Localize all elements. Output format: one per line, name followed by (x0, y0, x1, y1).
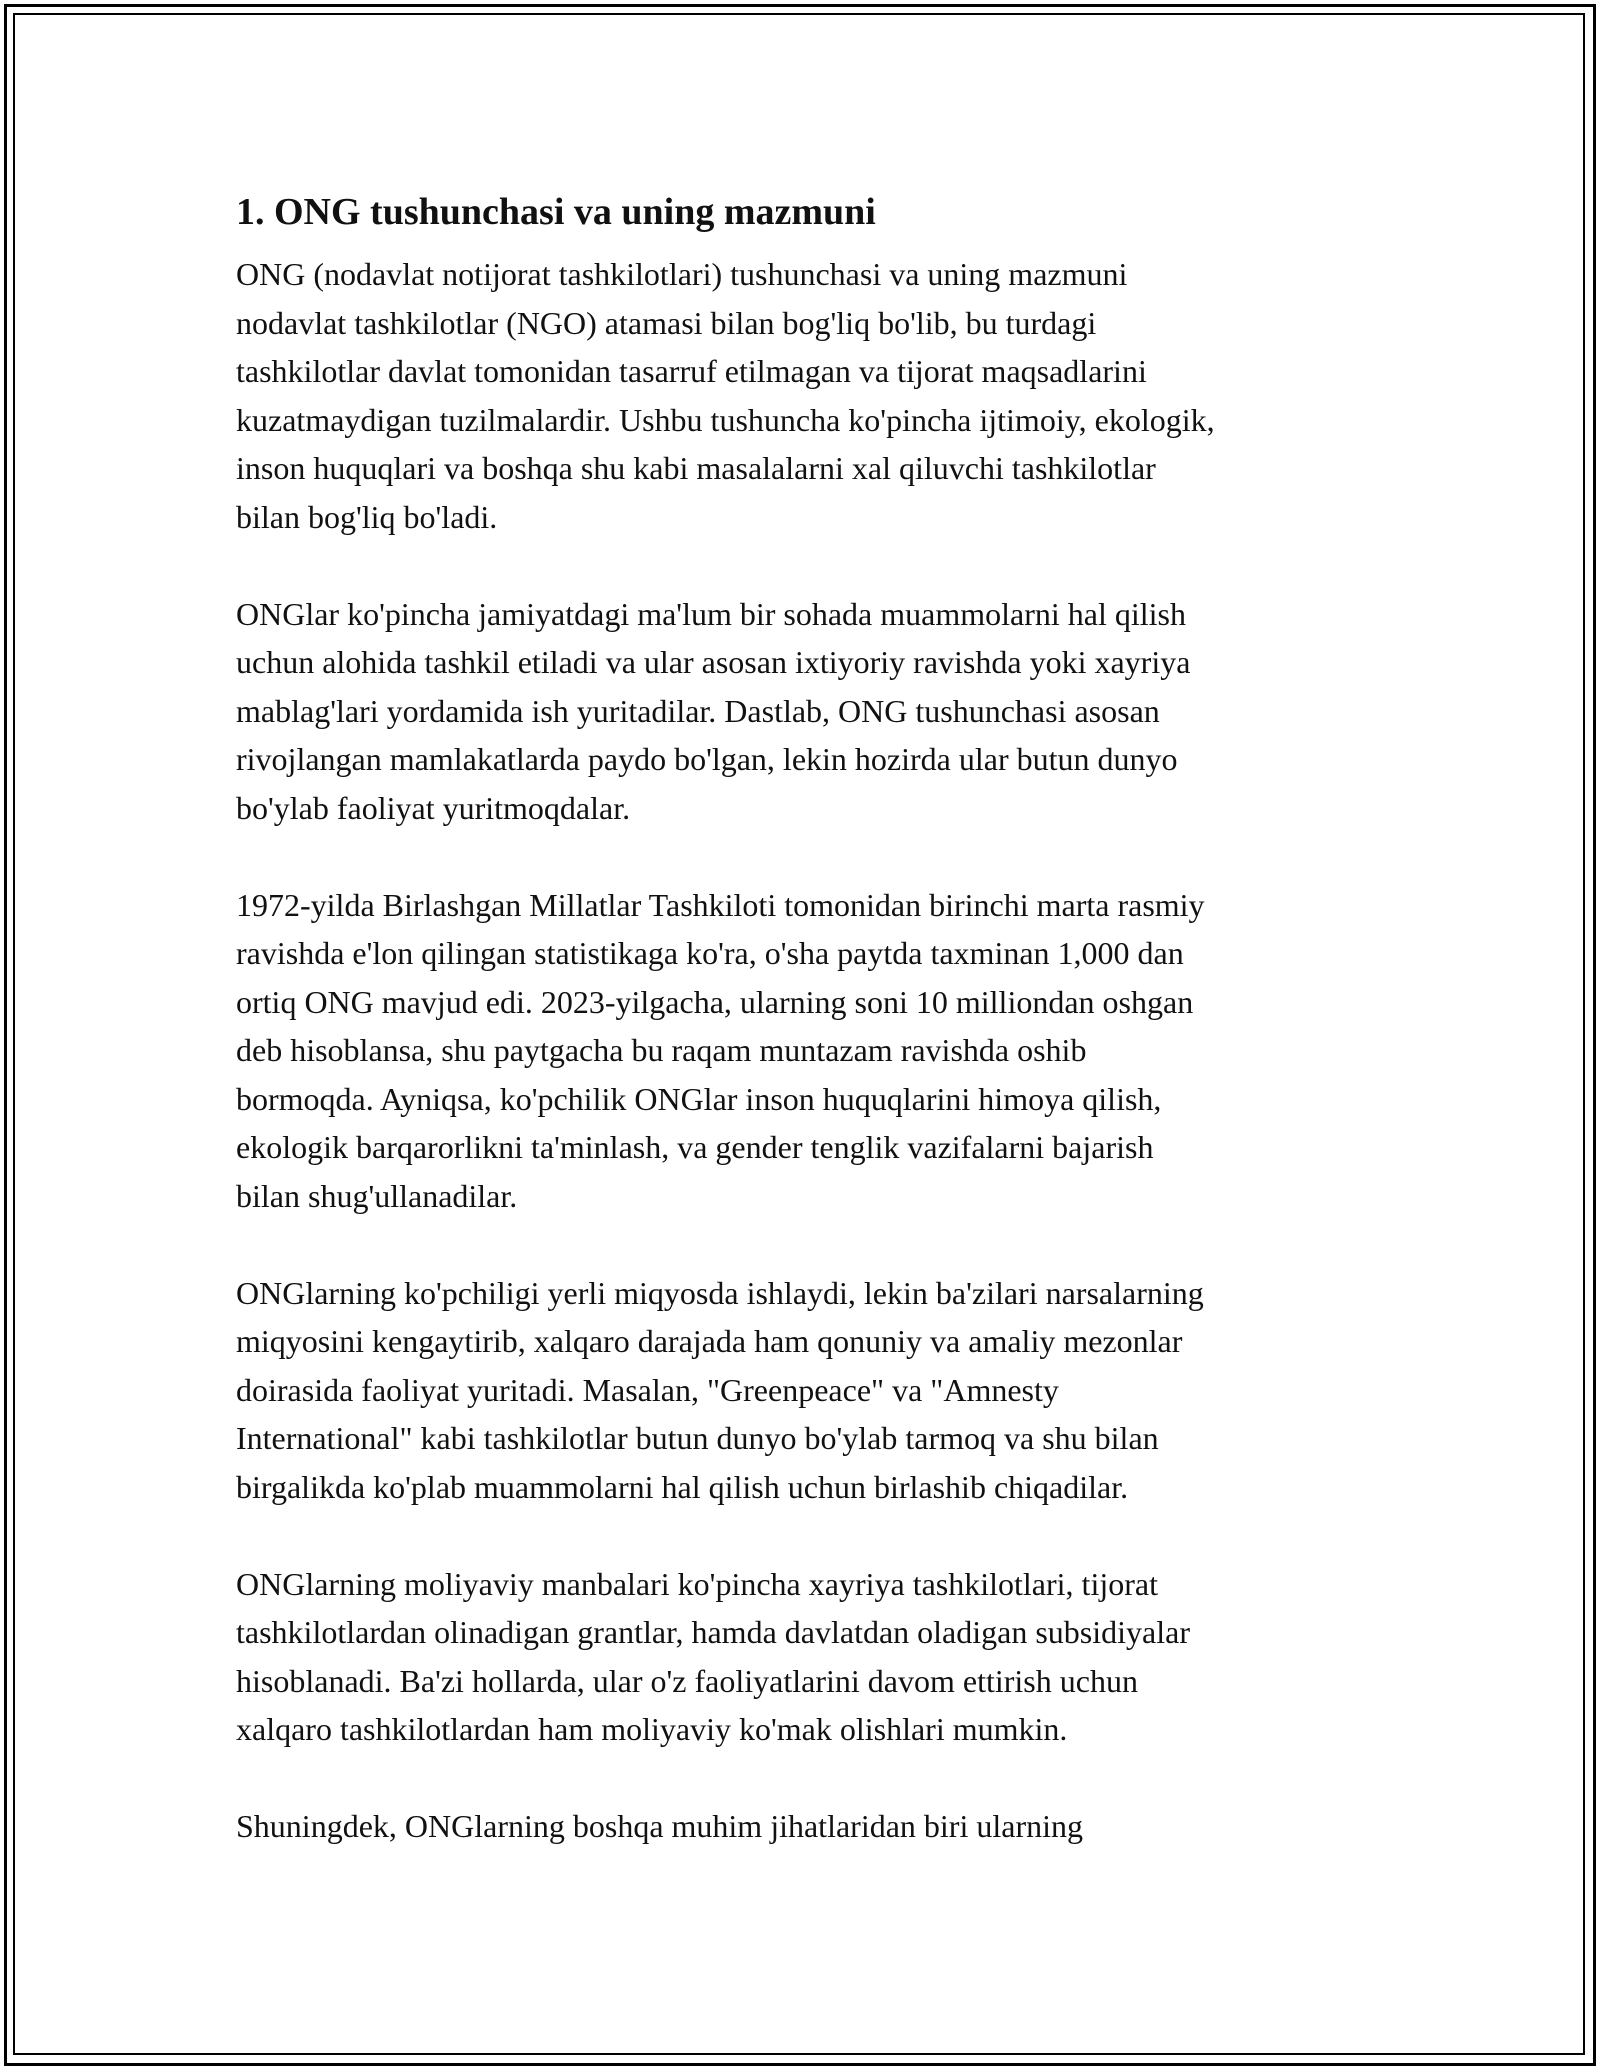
paragraph-5: ONGlarning moliyaviy manbalari ko'pincha xayriya tashkilotlari, tijorat tashkilotlardan olinadigan grantlar, hamda davlatdan oladigan subsidiyalar hisoblanadi. Ba'zi hollarda, ular o'z faoliyatlarini davom ettirish uchun xalqaro tashkilotlardan ham moliyaviy ko'mak olishlari mumkin. (236, 1565, 1190, 1747)
paragraph-2: ONGlar ko'pincha jamiyatdagi ma'lum bir sohada muammolarni hal qilish uchun alohida tashkil etiladi va ular asosan ixtiyoriy ravishda yoki xayriya mablag'lari yordamida ish yuritadilar. Dastlab, ONG tushunchasi asosan rivojlangan mamlakatlarda paydo bo'lgan, lekin hozirda ular butun dunyo bo'ylab faoliyat yuritmoqdalar. (236, 595, 1191, 826)
paragraph-6: Shuningdek, ONGlarning boshqa muhim jihatlaridan biri ularning (236, 1808, 1083, 1844)
section-heading: 1. ONG tushunchasi va uning mazmuni (236, 191, 876, 233)
paragraph-4: ONGlarning ko'pchiligi yerli miqyosda ishlaydi, lekin ba'zilari narsalarning miqyosini kengaytirib, xalqaro darajada ham qonuniy va amaliy mezonlar doirasida faoliyat yuritadi. Masalan, "Greenpeace" va "Amnesty International" kabi tashkilotlar butun dunyo bo'ylab tarmoq va shu bilan birgalikda ko'plab muammolarni hal qilish uchun birlashib chiqadilar. (236, 1274, 1204, 1505)
document-page (236, 186, 1386, 1899)
paragraph-1: ONG (nodavlat notijorat tashkilotlari) tushunchasi va uning mazmuni nodavlat tashkilotlar (NGO) atamasi bilan bog'liq bo'lib, bu turdagi tashkilotlar davlat tomonidan tasarruf etilmagan va tijorat maqsadlarini kuzatmaydigan tuzilmalardir. Ushbu tushuncha ko'pincha ijtimoiy, ekologik, inson huquqlari va boshqa shu kabi masalalarni xal qiluvchi tashkilotlar bilan bog'liq bo'ladi. (236, 256, 1215, 535)
paragraph-3: 1972-yilda Birlashgan Millatlar Tashkiloti tomonidan birinchi marta rasmiy ravishda e'lon qilingan statistikaga ko'ra, o'sha paytda taxminan 1,000 dan ortiq ONG mavjud edi. 2023-yilgacha, ularning soni 10 milliondan oshgan deb hisoblansa, shu paytgacha bu raqam muntazam ravishda oshib bormoqda. Ayniqsa, ko'pchilik ONGlar inson huquqlarini himoya qilish, ekologik barqarorlikni ta'minlash, va gender tenglik vazifalarni bajarish bilan shug'ullanadilar. (236, 886, 1205, 1214)
